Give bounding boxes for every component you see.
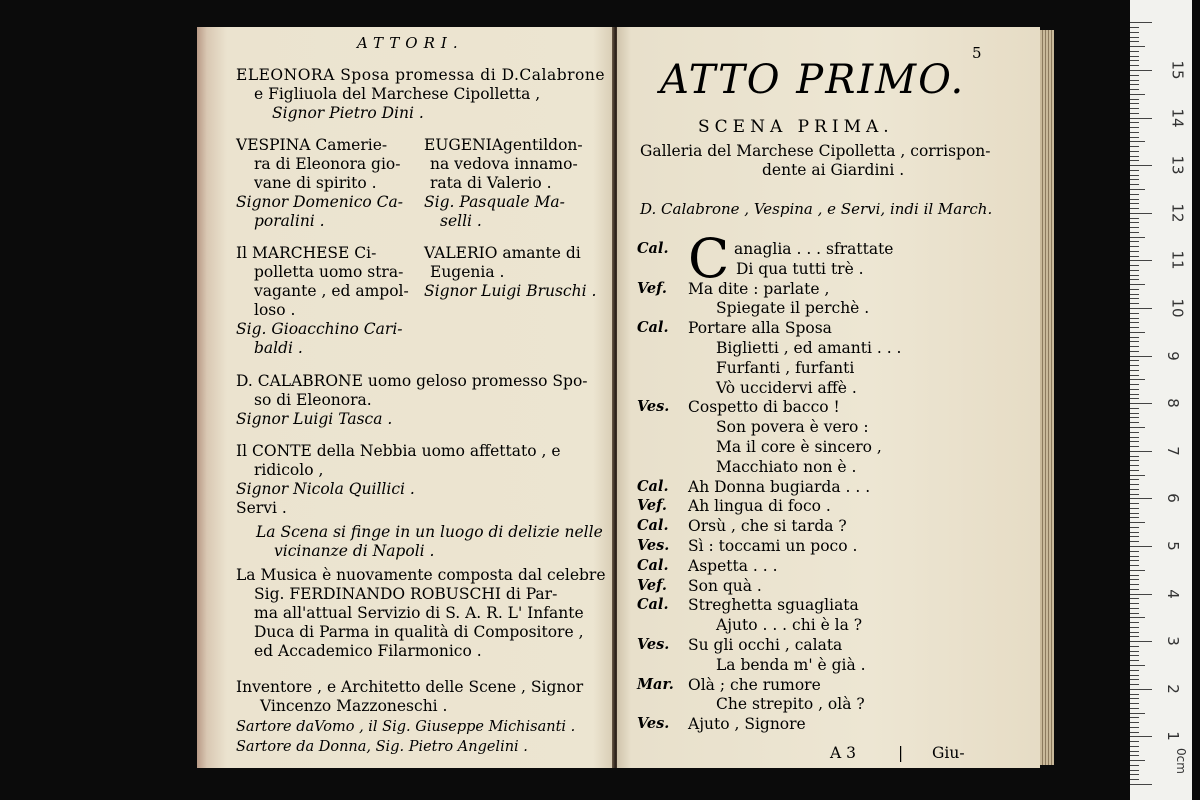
dialogue-line: Son povera è vero : bbox=[716, 418, 869, 437]
ruler-tick bbox=[1130, 603, 1139, 604]
speaker-tag: Cal. bbox=[637, 596, 669, 614]
ruler-number: 15 bbox=[1168, 60, 1187, 80]
ruler-tick bbox=[1130, 660, 1139, 661]
ruler-tick bbox=[1130, 784, 1152, 785]
ruler-tick bbox=[1130, 75, 1139, 76]
ruler-number: 11 bbox=[1168, 250, 1187, 270]
ruler-tick bbox=[1130, 379, 1145, 380]
ruler-tick bbox=[1130, 717, 1139, 718]
ruler-tick bbox=[1130, 579, 1139, 580]
cast-valerio-line1: VALERIO amante di bbox=[424, 244, 581, 262]
ruler-tick bbox=[1130, 194, 1139, 195]
ruler-tick bbox=[1130, 99, 1139, 100]
cast-marchese-line3: vagante , ed ampol- bbox=[254, 282, 409, 300]
cast-vespina-actor1: Signor Domenico Ca- bbox=[236, 193, 403, 211]
ruler-tick bbox=[1130, 327, 1139, 328]
ruler-number: 2 bbox=[1163, 684, 1182, 694]
ruler-tick bbox=[1130, 632, 1139, 633]
ruler-tick bbox=[1130, 551, 1139, 552]
ruler-tick bbox=[1130, 575, 1139, 576]
ruler-tick bbox=[1130, 460, 1139, 461]
speaker-tag: Vef. bbox=[637, 497, 667, 515]
ruler-tick bbox=[1130, 722, 1139, 723]
scene-desc-line1: Galleria del Marchese Cipolletta , corrispon- bbox=[640, 142, 991, 160]
ruler-tick bbox=[1130, 613, 1139, 614]
ruler-tick bbox=[1130, 284, 1145, 285]
dialogue-line: Biglietti , ed amanti . . . bbox=[716, 339, 902, 357]
ruler-tick bbox=[1130, 127, 1139, 128]
ruler-tick bbox=[1130, 189, 1145, 190]
music-note-line5: ed Accademico Filarmonico . bbox=[254, 642, 482, 660]
ruler-tick bbox=[1130, 22, 1152, 23]
ruler-tick bbox=[1130, 541, 1139, 542]
cast-marchese-actor1: Sig. Gioacchino Cari- bbox=[236, 320, 403, 338]
credits-line1: Inventore , e Architetto delle Scene , Signor bbox=[236, 678, 584, 696]
credits-line2: Vincenzo Mazzoneschi . bbox=[260, 697, 448, 715]
ruler-tick bbox=[1130, 451, 1152, 452]
ruler-number: 13 bbox=[1168, 155, 1187, 175]
ruler-tick bbox=[1130, 89, 1139, 90]
ruler-tick bbox=[1130, 375, 1139, 376]
ruler-tick bbox=[1130, 32, 1139, 33]
cast-conte-line1: Il CONTE della Nebbia uomo affettato , e bbox=[236, 442, 561, 460]
ruler-tick bbox=[1130, 84, 1139, 85]
cast-eugenia-line3: rata di Valerio . bbox=[430, 174, 552, 192]
ruler-tick bbox=[1130, 156, 1139, 157]
music-note-line3: ma all'attual Servizio di S. A. R. L' Infante bbox=[254, 604, 584, 622]
ruler-tick bbox=[1130, 256, 1139, 257]
ruler-tick bbox=[1130, 80, 1139, 81]
ruler-tick bbox=[1130, 679, 1139, 680]
ruler-tick bbox=[1130, 755, 1139, 756]
ruler-tick bbox=[1130, 513, 1139, 514]
ruler-tick bbox=[1130, 774, 1139, 775]
scene-title: SCENA PRIMA. bbox=[698, 117, 894, 137]
ruler-tick bbox=[1130, 651, 1139, 652]
ruler-tick bbox=[1130, 160, 1139, 161]
ruler-tick bbox=[1130, 694, 1139, 695]
speaker-tag: Vef. bbox=[637, 279, 667, 297]
ruler-number: 10 bbox=[1168, 298, 1187, 318]
ruler-tick bbox=[1130, 475, 1145, 476]
ruler-tick bbox=[1130, 417, 1139, 418]
ruler-tick bbox=[1130, 646, 1139, 647]
ruler-tick bbox=[1130, 313, 1139, 314]
cast-valerio-actor: Signor Luigi Bruschi . bbox=[424, 282, 597, 300]
ruler-tick bbox=[1130, 536, 1139, 537]
ruler-tick bbox=[1130, 265, 1139, 266]
dialogue-line: Ajuto . . . chi è la ? bbox=[716, 616, 863, 635]
speaker-tag: Ves. bbox=[637, 715, 670, 733]
ruler-tick bbox=[1130, 151, 1139, 152]
ruler-tick bbox=[1130, 356, 1152, 357]
ruler-tick bbox=[1130, 589, 1139, 590]
ruler-tick bbox=[1130, 298, 1139, 299]
speaker-tag: Vef. bbox=[637, 576, 667, 594]
ruler-tick bbox=[1130, 108, 1139, 109]
ruler-tick bbox=[1130, 270, 1139, 271]
ruler-tick bbox=[1130, 522, 1145, 523]
ruler-tick bbox=[1130, 241, 1139, 242]
dialogue-line: Streghetta sguagliata bbox=[688, 596, 859, 615]
ruler-tick bbox=[1130, 237, 1145, 238]
ruler-number: 5 bbox=[1163, 541, 1182, 551]
ruler-tick bbox=[1130, 122, 1139, 123]
ruler-tick bbox=[1130, 199, 1139, 200]
page-number: 5 bbox=[972, 44, 982, 62]
ruler-tick bbox=[1130, 665, 1145, 666]
ruler-tick bbox=[1130, 751, 1139, 752]
dialogue-line: Ajuto , Signore bbox=[688, 715, 806, 734]
ruler-tick bbox=[1130, 517, 1139, 518]
cast-eugenia-line2: na vedova innamo- bbox=[430, 155, 578, 173]
ruler-tick bbox=[1130, 484, 1139, 485]
ruler-tick bbox=[1130, 118, 1152, 119]
cast-eleonora-line2: e Figliuola del Marchese Cipolletta , bbox=[254, 85, 541, 103]
drop-cap: C bbox=[688, 227, 730, 290]
ruler-number: 4 bbox=[1163, 588, 1182, 599]
ruler-tick bbox=[1130, 37, 1139, 38]
cast-vespina-actor2: poralini . bbox=[254, 212, 325, 230]
cast-eugenia-actor2: selli . bbox=[440, 212, 482, 230]
music-note-line4: Duca di Parma in qualità di Compositore , bbox=[254, 623, 584, 641]
dialogue-line: Son quà . bbox=[688, 576, 762, 595]
ruler-tick bbox=[1130, 56, 1139, 57]
scene-note-line2: vicinanze di Napoli . bbox=[274, 542, 435, 560]
ruler-tick bbox=[1130, 670, 1139, 671]
ruler-tick bbox=[1130, 403, 1152, 404]
ruler-tick bbox=[1130, 427, 1145, 428]
dialogue-line: anaglia . . . sfrattate bbox=[734, 240, 894, 258]
cast-eugenia-line1: EUGENIAgentildon- bbox=[424, 136, 583, 154]
ruler-tick bbox=[1130, 689, 1152, 690]
ruler-tick bbox=[1130, 703, 1139, 704]
ruler-tick bbox=[1130, 732, 1139, 733]
cast-header: ATTORI. bbox=[357, 34, 464, 52]
speaker-tag: Ves. bbox=[637, 398, 670, 416]
ruler-tick bbox=[1130, 765, 1139, 766]
ruler-tick bbox=[1130, 360, 1139, 361]
ruler-tick bbox=[1130, 60, 1139, 61]
ruler-tick bbox=[1130, 584, 1139, 585]
ruler-number: 7 bbox=[1163, 446, 1182, 456]
page-edges bbox=[1040, 30, 1054, 765]
ruler-tick bbox=[1130, 70, 1152, 71]
ruler-tick bbox=[1130, 275, 1139, 276]
ruler-tick bbox=[1130, 179, 1139, 180]
dialogue-line: Vò uccidervi affè . bbox=[716, 378, 857, 397]
ruler-tick bbox=[1130, 636, 1139, 637]
ruler-tick bbox=[1130, 351, 1139, 352]
ruler-tick bbox=[1130, 641, 1152, 642]
ruler-tick bbox=[1130, 470, 1139, 471]
ruler-tick bbox=[1130, 746, 1139, 747]
dialogue-line: Olà ; che rumore bbox=[688, 675, 821, 694]
signature-mark: A 3 bbox=[830, 744, 856, 762]
cast-marchese-line2: polletta uomo stra- bbox=[254, 263, 404, 281]
speaker-tag: Ves. bbox=[637, 537, 670, 554]
ruler-tick bbox=[1130, 432, 1139, 433]
cast-servi: Servi . bbox=[236, 499, 287, 517]
ruler-number: 14 bbox=[1168, 108, 1187, 128]
ruler-tick bbox=[1130, 27, 1139, 28]
cast-conte-actor: Signor Nicola Quillici . bbox=[236, 480, 415, 498]
ruler-tick bbox=[1130, 627, 1139, 628]
ruler-tick bbox=[1130, 494, 1139, 495]
speaker-tag: Cal. bbox=[637, 556, 669, 574]
dialogue-line: Macchiato non è . bbox=[716, 457, 857, 476]
ruler-tick bbox=[1130, 51, 1139, 52]
ruler-tick bbox=[1130, 184, 1139, 185]
characters-line: D. Calabrone , Vespina , e Servi, indi il March. bbox=[640, 200, 993, 218]
dialogue-line: Ah lingua di foco . bbox=[688, 497, 831, 516]
ruler-tick bbox=[1130, 398, 1139, 399]
cast-vespina-line2: ra di Eleonora gio- bbox=[254, 155, 401, 173]
ruler-tick bbox=[1130, 332, 1145, 333]
ruler-tick bbox=[1130, 489, 1139, 490]
ruler-tick bbox=[1130, 437, 1139, 438]
ruler-tick bbox=[1130, 46, 1145, 47]
ruler-tick bbox=[1130, 655, 1139, 656]
ruler-tick bbox=[1130, 560, 1139, 561]
ruler-tick bbox=[1130, 279, 1139, 280]
cast-marchese-line4: loso . bbox=[254, 301, 296, 319]
ruler-tick bbox=[1130, 446, 1139, 447]
ruler-tick bbox=[1130, 170, 1139, 171]
ruler-tick bbox=[1130, 65, 1139, 66]
ruler-tick bbox=[1130, 389, 1139, 390]
speaker-tag: Mar. bbox=[637, 675, 674, 693]
music-note-line2: Sig. FERDINANDO ROBUSCHI di Par- bbox=[254, 585, 558, 603]
ruler-tick bbox=[1130, 556, 1139, 557]
music-note-line1: La Musica è nuovamente composta dal celebre bbox=[236, 566, 606, 584]
ruler-tick bbox=[1130, 208, 1139, 209]
ruler-tick bbox=[1130, 727, 1139, 728]
ruler-tick bbox=[1130, 713, 1145, 714]
ruler-tick bbox=[1130, 341, 1139, 342]
ruler-tick bbox=[1130, 337, 1139, 338]
ruler-tick bbox=[1130, 232, 1139, 233]
dialogue-line: Portare alla Sposa bbox=[688, 319, 832, 338]
ruler-tick bbox=[1130, 498, 1152, 499]
ruler-tick bbox=[1130, 222, 1139, 223]
ruler-tick bbox=[1130, 479, 1139, 480]
speaker-tag: Cal. bbox=[637, 517, 669, 535]
dialogue-line: Orsù , che si tarda ? bbox=[688, 517, 847, 536]
dialogue-line: Ma dite : parlate , bbox=[688, 279, 830, 298]
ruler-tick bbox=[1130, 303, 1139, 304]
cast-valerio-line2: Eugenia . bbox=[430, 263, 505, 281]
ruler-tick bbox=[1130, 294, 1139, 295]
act-title: ATTO PRIMO. bbox=[660, 57, 966, 103]
ruler-tick bbox=[1130, 322, 1139, 323]
ruler-number: 9 bbox=[1163, 350, 1182, 361]
catchword: Giu- bbox=[932, 744, 965, 762]
ruler-tick bbox=[1130, 384, 1139, 385]
ruler-tick bbox=[1130, 770, 1139, 771]
ruler-tick bbox=[1130, 218, 1139, 219]
cast-marchese-actor2: baldi . bbox=[254, 339, 303, 357]
ruler-tick bbox=[1130, 113, 1139, 114]
ruler-tick bbox=[1130, 532, 1139, 533]
cast-conte-line2: ridicolo , bbox=[254, 461, 324, 479]
ruler-tick bbox=[1130, 622, 1139, 623]
ruler-number: 12 bbox=[1168, 203, 1187, 223]
ruler-tick bbox=[1130, 441, 1139, 442]
cast-calabrone-actor: Signor Luigi Tasca . bbox=[236, 410, 393, 428]
credits-line4: Sartore da Donna, Sig. Pietro Angelini . bbox=[236, 739, 528, 755]
cast-eugenia-actor1: Sig. Pasquale Ma- bbox=[424, 193, 565, 211]
ruler-tick bbox=[1130, 394, 1139, 395]
ruler-tick bbox=[1130, 370, 1139, 371]
ruler-tick bbox=[1130, 570, 1145, 571]
credits-line3: Sartore daVomo , il Sig. Giuseppe Michisanti . bbox=[236, 719, 576, 735]
dialogue-line: Spiegate il perchè . bbox=[716, 299, 870, 318]
ruler-tick bbox=[1130, 527, 1139, 528]
ruler-tick bbox=[1130, 246, 1139, 247]
dialogue-line: Ah Donna bugiarda . . . bbox=[688, 477, 871, 496]
ruler-tick bbox=[1130, 365, 1139, 366]
ruler-tick bbox=[1130, 565, 1139, 566]
ruler-tick bbox=[1130, 227, 1139, 228]
ruler-tick bbox=[1130, 698, 1139, 699]
dialogue-line: La benda m' è già . bbox=[716, 655, 866, 674]
ruler-tick bbox=[1130, 736, 1152, 737]
dialogue-line: Sì : toccami un poco . bbox=[688, 537, 858, 555]
cast-eleonora-line1: ELEONORA Sposa promessa di D.Calabrone bbox=[236, 66, 606, 84]
ruler-tick bbox=[1130, 594, 1152, 595]
ruler-tick bbox=[1130, 779, 1139, 780]
cast-calabrone-line2: so di Eleonora. bbox=[254, 391, 372, 409]
ruler-tick bbox=[1130, 346, 1139, 347]
measuring-ruler bbox=[1130, 0, 1192, 800]
scene-desc-line2: dente ai Giardini . bbox=[762, 161, 905, 179]
ruler-tick bbox=[1130, 741, 1139, 742]
scene-note-line1: La Scena si finge in un luogo di delizie nelle bbox=[256, 523, 603, 541]
ruler-tick bbox=[1130, 408, 1139, 409]
ruler-tick bbox=[1130, 251, 1139, 252]
ruler-tick bbox=[1130, 465, 1139, 466]
ruler-tick bbox=[1130, 598, 1139, 599]
dialogue-line: Aspetta . . . bbox=[688, 556, 778, 575]
ruler-tick bbox=[1130, 213, 1152, 214]
ruler-tick bbox=[1130, 260, 1152, 261]
ruler-tick bbox=[1130, 318, 1139, 319]
cast-calabrone-line1: D. CALABRONE uomo geloso promesso Spo- bbox=[236, 372, 588, 390]
ruler-number: 3 bbox=[1163, 636, 1182, 646]
speaker-tag: Ves. bbox=[637, 636, 670, 653]
speaker-tag: Cal. bbox=[637, 477, 669, 495]
speaker-tag: Cal. bbox=[637, 240, 669, 257]
ruler-tick bbox=[1130, 617, 1145, 618]
ruler-tick bbox=[1130, 289, 1139, 290]
ruler-tick bbox=[1130, 94, 1145, 95]
dialogue-line: Che strepito , olà ? bbox=[716, 695, 865, 714]
ruler-tick bbox=[1130, 203, 1139, 204]
ruler-number: 1 bbox=[1163, 731, 1182, 742]
speaker-tag: Cal. bbox=[637, 319, 669, 337]
ruler-tick bbox=[1130, 141, 1145, 142]
divider-mark: | bbox=[898, 744, 904, 762]
ruler-tick bbox=[1130, 608, 1139, 609]
dialogue-line: Su gli occhi , calata bbox=[688, 636, 843, 654]
ruler-tick bbox=[1130, 132, 1139, 133]
cast-eleonora-actor: Signor Pietro Dini . bbox=[272, 104, 424, 122]
ruler-tick bbox=[1130, 41, 1139, 42]
ruler-tick bbox=[1130, 675, 1139, 676]
dialogue-line: Di qua tutti trè . bbox=[736, 259, 864, 278]
ruler-tick bbox=[1130, 508, 1139, 509]
ruler-tick bbox=[1130, 175, 1139, 176]
cast-marchese-line1: Il MARCHESE Ci- bbox=[236, 244, 377, 262]
ruler-tick bbox=[1130, 760, 1145, 761]
ruler-tick bbox=[1130, 708, 1139, 709]
ruler-tick bbox=[1130, 146, 1139, 147]
cast-vespina-line1: VESPINA Camerie- bbox=[236, 136, 388, 154]
ruler-tick bbox=[1130, 546, 1152, 547]
ruler-number: 8 bbox=[1163, 398, 1182, 408]
ruler-tick bbox=[1130, 413, 1139, 414]
ruler-tick bbox=[1130, 165, 1152, 166]
ruler-tick bbox=[1130, 137, 1139, 138]
ruler-tick bbox=[1130, 308, 1152, 309]
ruler-tick bbox=[1130, 103, 1139, 104]
dialogue-line: Ma il core è sincero , bbox=[716, 438, 882, 456]
cast-vespina-line3: vane di spirito . bbox=[254, 174, 377, 192]
ruler-tick bbox=[1130, 422, 1139, 423]
ruler-tick bbox=[1130, 503, 1139, 504]
dialogue-line: Cospetto di bacco ! bbox=[688, 398, 840, 417]
dialogue-line: Furfanti , furfanti bbox=[716, 358, 855, 377]
ruler-tick bbox=[1130, 456, 1139, 457]
ruler-unit-label: 0cm bbox=[1173, 748, 1188, 774]
ruler-tick bbox=[1130, 684, 1139, 685]
ruler-number: 6 bbox=[1163, 493, 1182, 504]
